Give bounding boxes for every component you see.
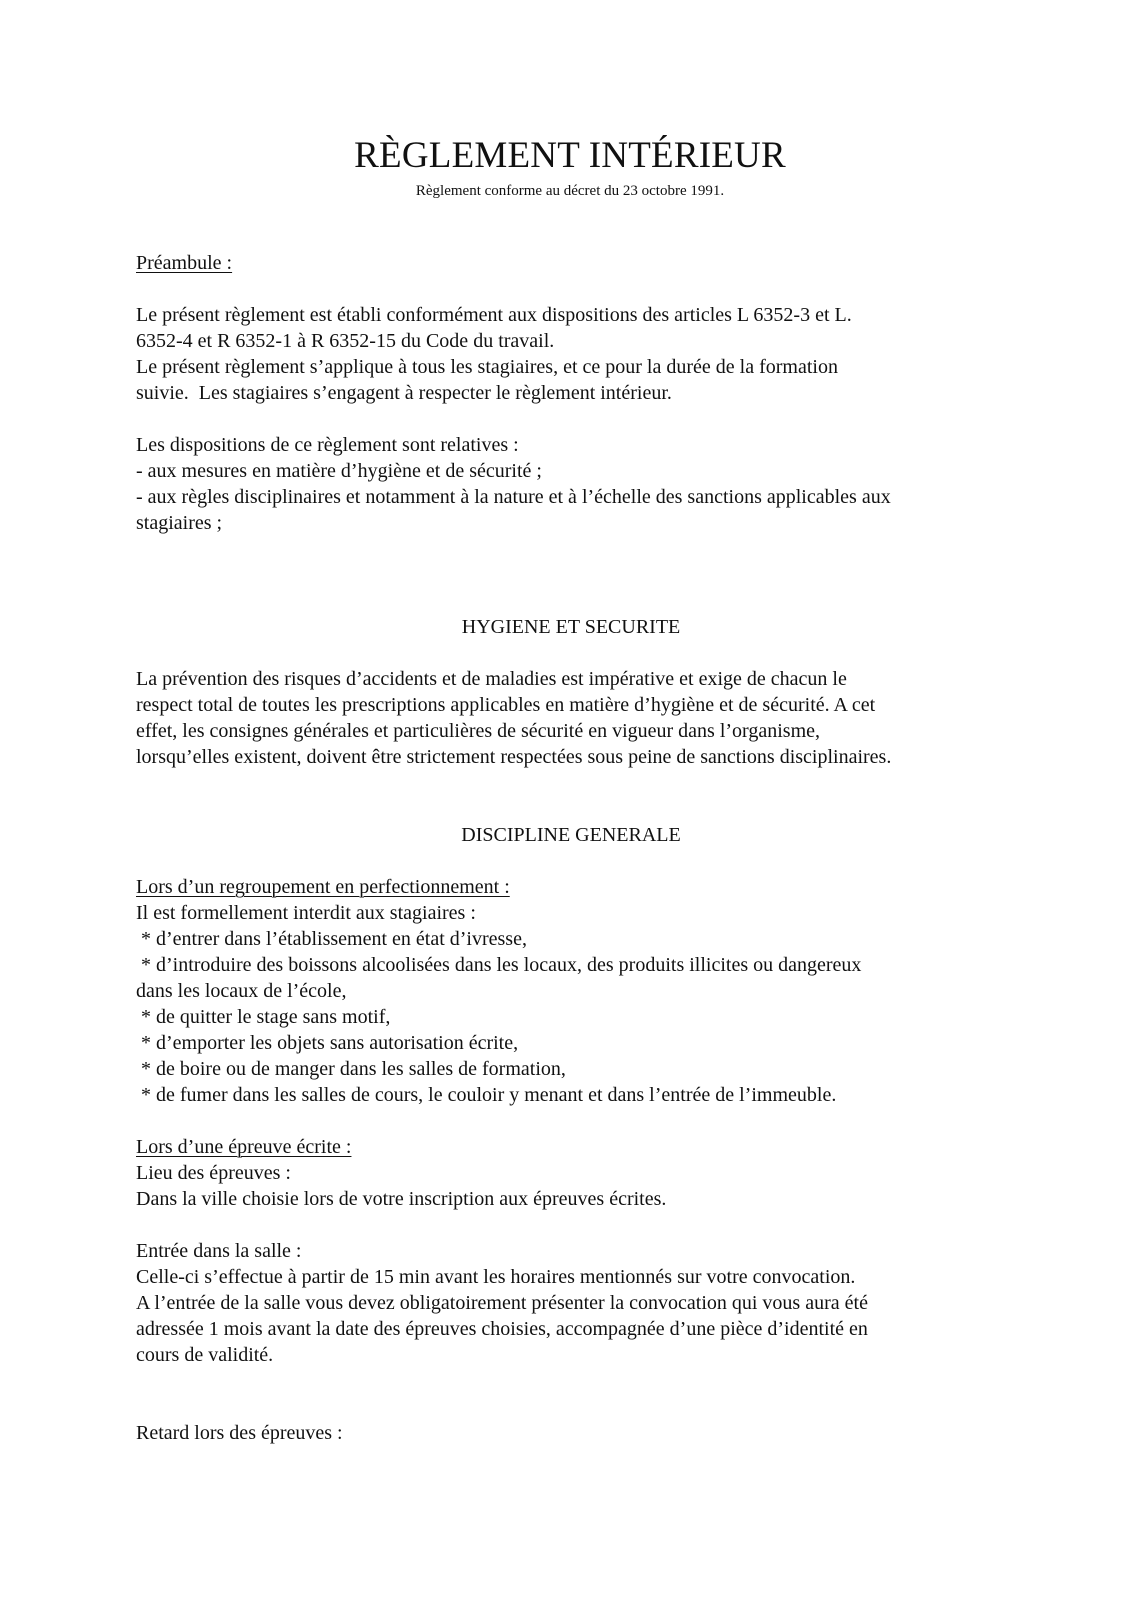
dispositions-line: Les dispositions de ce règlement sont relatives : [136,434,519,456]
regroupement-line: Il est formellement interdit aux stagiaires : [136,902,476,924]
document-title: RÈGLEMENT INTÉRIEUR [354,135,786,176]
preambule-line: 6352-4 et R 6352-1 à R 6352-15 du Code du travail. [136,330,555,352]
entree-line: A l’entrée de la salle vous devez obligatoirement présenter la convocation qui vous aura été [136,1292,868,1314]
entree-line: cours de validité. [136,1344,274,1366]
hygiene-line: effet, les consignes générales et particulières de sécurité en vigueur dans l’organisme, [136,720,821,742]
entree-line: adressée 1 mois avant la date des épreuves choisies, accompagnée d’une pièce d’identité en [136,1318,868,1340]
regroupement-line: dans les locaux de l’école, [136,980,347,1002]
document-body [136,250,1036,1446]
preambule-line: Le présent règlement est établi conformément aux dispositions des articles L 6352-3 et L. [136,304,852,326]
hygiene-heading: HYGIENE ET SECURITE [461,616,681,638]
regroupement-line: * de boire ou de manger dans les salles de formation, [136,1058,566,1080]
hygiene-line: respect total de toutes les prescriptions applicables en matière d’hygiène et de sécurité. A cet [136,694,876,716]
preambule-heading: Préambule : [136,252,233,274]
regroupement-line: * de fumer dans les salles de cours, le couloir y menant et dans l’entrée de l’immeuble. [136,1084,837,1106]
entree-line: Celle-ci s’effectue à partir de 15 min avant les horaires mentionnés sur votre convocation. [136,1266,856,1288]
regroupement-line: * d’introduire des boissons alcoolisées dans les locaux, des produits illicites ou dangereux [136,954,862,976]
regroupement-subheading: Lors d’un regroupement en perfectionnement : [136,876,510,898]
entree-line: Entrée dans la salle : [136,1240,302,1262]
preambule-line: Le présent règlement s’applique à tous les stagiaires, et ce pour la durée de la formation [136,356,838,378]
document-subtitle: Règlement conforme au décret du 23 octobre 1991. [415,183,725,199]
retard-heading: Retard lors des épreuves : [136,1422,343,1444]
preambule-line: suivie. Les stagiaires s’engagent à respecter le règlement intérieur. [136,382,672,404]
regroupement-line: * de quitter le stage sans motif, [136,1006,391,1028]
discipline-heading: DISCIPLINE GENERALE [461,824,681,846]
regroupement-line: * d’emporter les objets sans autorisation écrite, [136,1032,519,1054]
hygiene-line: La prévention des risques d’accidents et de maladies est impérative et exige de chacun le [136,668,847,690]
dispositions-line: - aux mesures en matière d’hygiène et de sécurité ; [136,460,542,482]
regroupement-line: * d’entrer dans l’établissement en état d’ivresse, [136,928,527,950]
dispositions-line: - aux règles disciplinaires et notamment à la nature et à l’échelle des sanctions applicables aux [136,486,891,508]
hygiene-line: lorsqu’elles existent, doivent être strictement respectées sous peine de sanctions disciplinaires. [136,746,892,768]
epreuve-subheading: Lors d’une épreuve écrite : [136,1136,352,1158]
lieu-line: Lieu des épreuves : [136,1162,291,1184]
lieu-line: Dans la ville choisie lors de votre inscription aux épreuves écrites. [136,1188,667,1210]
dispositions-line: stagiaires ; [136,512,223,534]
